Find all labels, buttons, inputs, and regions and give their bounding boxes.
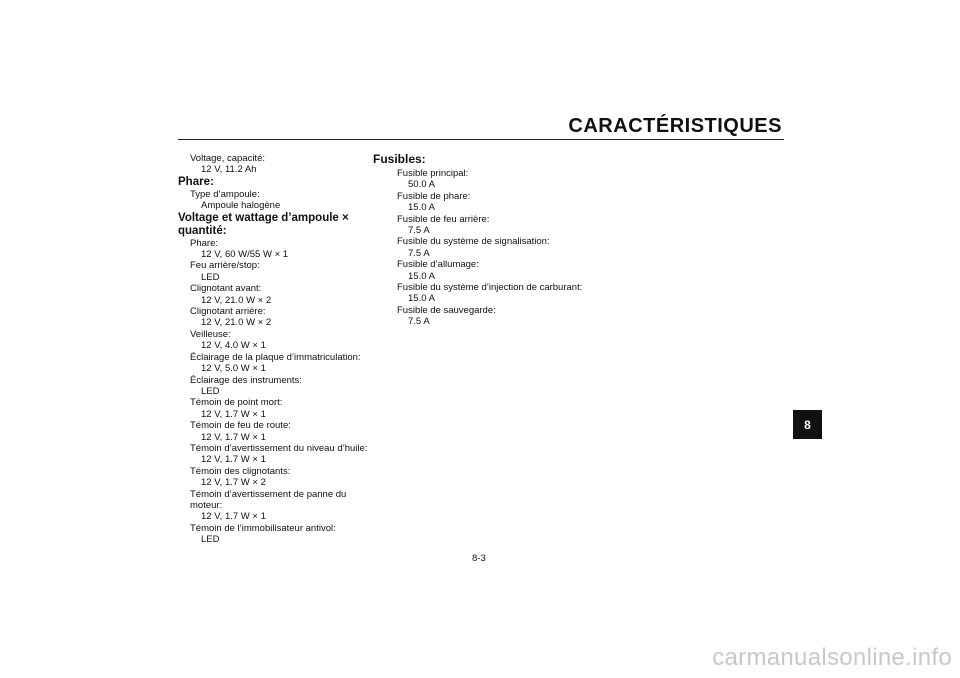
spec-item (373, 214, 603, 237)
spec-value: 12 V, 1.7 W × 1 (201, 408, 266, 420)
spec-value: 12 V, 11.2 Ah (201, 164, 257, 176)
spec-label: Témoin d’avertissement de panne du moteur: (190, 488, 347, 511)
spec-label: Feu arrière/stop: (190, 260, 260, 272)
spec-value: 12 V, 4.0 W × 1 (201, 340, 266, 352)
spec-label: Éclairage de la plaque d’immatriculation: (190, 351, 361, 363)
spec-label: Clignotant avant: (190, 283, 262, 295)
spec-item (178, 306, 378, 329)
spec-label: Fusible du système d’injection de carburant: (397, 282, 583, 294)
spec-value: 12 V, 60 W/55 W × 1 (201, 249, 289, 261)
spec-label: Fusible de sauvegarde: (397, 304, 496, 316)
spec-label: Type d’ampoule: (190, 188, 260, 200)
spec-label: Témoin d’avertissement du niveau d’huile: (190, 442, 368, 454)
watermark: carmanualsonline.info (712, 644, 952, 671)
spec-value: 12 V, 1.7 W × 1 (201, 454, 266, 466)
spec-value: 12 V, 1.7 W × 1 (201, 431, 266, 443)
spec-label: Témoin de point mort: (190, 397, 283, 409)
spec-item (178, 238, 378, 261)
spec-item (178, 466, 378, 489)
spec-value: 7.5 A (408, 247, 430, 259)
left-column (178, 153, 378, 546)
spec-label: Fusible du système de signalisation: (397, 236, 550, 248)
spec-item (178, 153, 378, 176)
spec-item (178, 260, 378, 283)
right-column (373, 153, 603, 328)
spec-item (178, 375, 378, 398)
section-heading-fuses: Fusibles: (373, 152, 426, 166)
spec-label: Clignotant arrière: (190, 306, 266, 318)
spec-item (178, 420, 378, 443)
spec-item (373, 259, 603, 282)
spec-value: LED (201, 271, 220, 283)
spec-label: Témoin de feu de route: (190, 420, 291, 432)
spec-label: Témoin de l’immobilisateur antivol: (190, 522, 336, 534)
spec-label: Veilleuse: (190, 328, 231, 340)
page-number: 8-3 (472, 553, 486, 564)
spec-value: 12 V, 1.7 W × 1 (201, 511, 266, 523)
spec-item (178, 352, 378, 375)
spec-item (373, 282, 603, 305)
spec-item (373, 305, 603, 328)
fuse-list (373, 168, 603, 328)
spec-label: Phare: (190, 237, 218, 249)
spec-label: Fusible de feu arrière: (397, 213, 490, 225)
spec-item (373, 191, 603, 214)
page-title: CARACTÉRISTIQUES (568, 115, 782, 137)
spec-value: 12 V, 1.7 W × 2 (201, 477, 266, 489)
spec-value: LED (201, 534, 220, 546)
chapter-tab[interactable]: 8 (793, 410, 822, 439)
spec-value: Ampoule halogène (201, 200, 281, 212)
spec-item (178, 523, 378, 546)
spec-value: 12 V, 21.0 W × 2 (201, 294, 272, 306)
spec-value: 15.0 A (408, 293, 435, 305)
spec-item (373, 236, 603, 259)
spec-item (178, 489, 378, 523)
spec-item (178, 443, 378, 466)
spec-label: Éclairage des instruments: (190, 374, 302, 386)
spec-item (178, 189, 378, 212)
spec-value: 15.0 A (408, 202, 435, 214)
title-divider (178, 139, 784, 140)
spec-label: Témoin des clignotants: (190, 465, 291, 477)
spec-label: Fusible principal: (397, 168, 469, 179)
spec-value: LED (201, 385, 220, 397)
spec-value: 15.0 A (408, 270, 435, 282)
spec-label: Voltage, capacité: (190, 153, 265, 164)
spec-item (178, 329, 378, 352)
spec-item (373, 168, 603, 191)
section-heading-headlight: Phare: (178, 175, 214, 188)
spec-value: 12 V, 21.0 W × 2 (201, 317, 272, 329)
section-heading-bulbs: Voltage et wattage d’ampoule × quantité: (178, 211, 349, 237)
spec-value: 12 V, 5.0 W × 1 (201, 363, 266, 375)
spec-item (178, 397, 378, 420)
spec-item (178, 283, 378, 306)
spec-value: 7.5 A (408, 316, 430, 328)
spec-label: Fusible de phare: (397, 190, 471, 202)
spec-value: 7.5 A (408, 225, 430, 237)
spec-label: Fusible d’allumage: (397, 259, 479, 271)
spec-value: 50.0 A (408, 179, 435, 191)
